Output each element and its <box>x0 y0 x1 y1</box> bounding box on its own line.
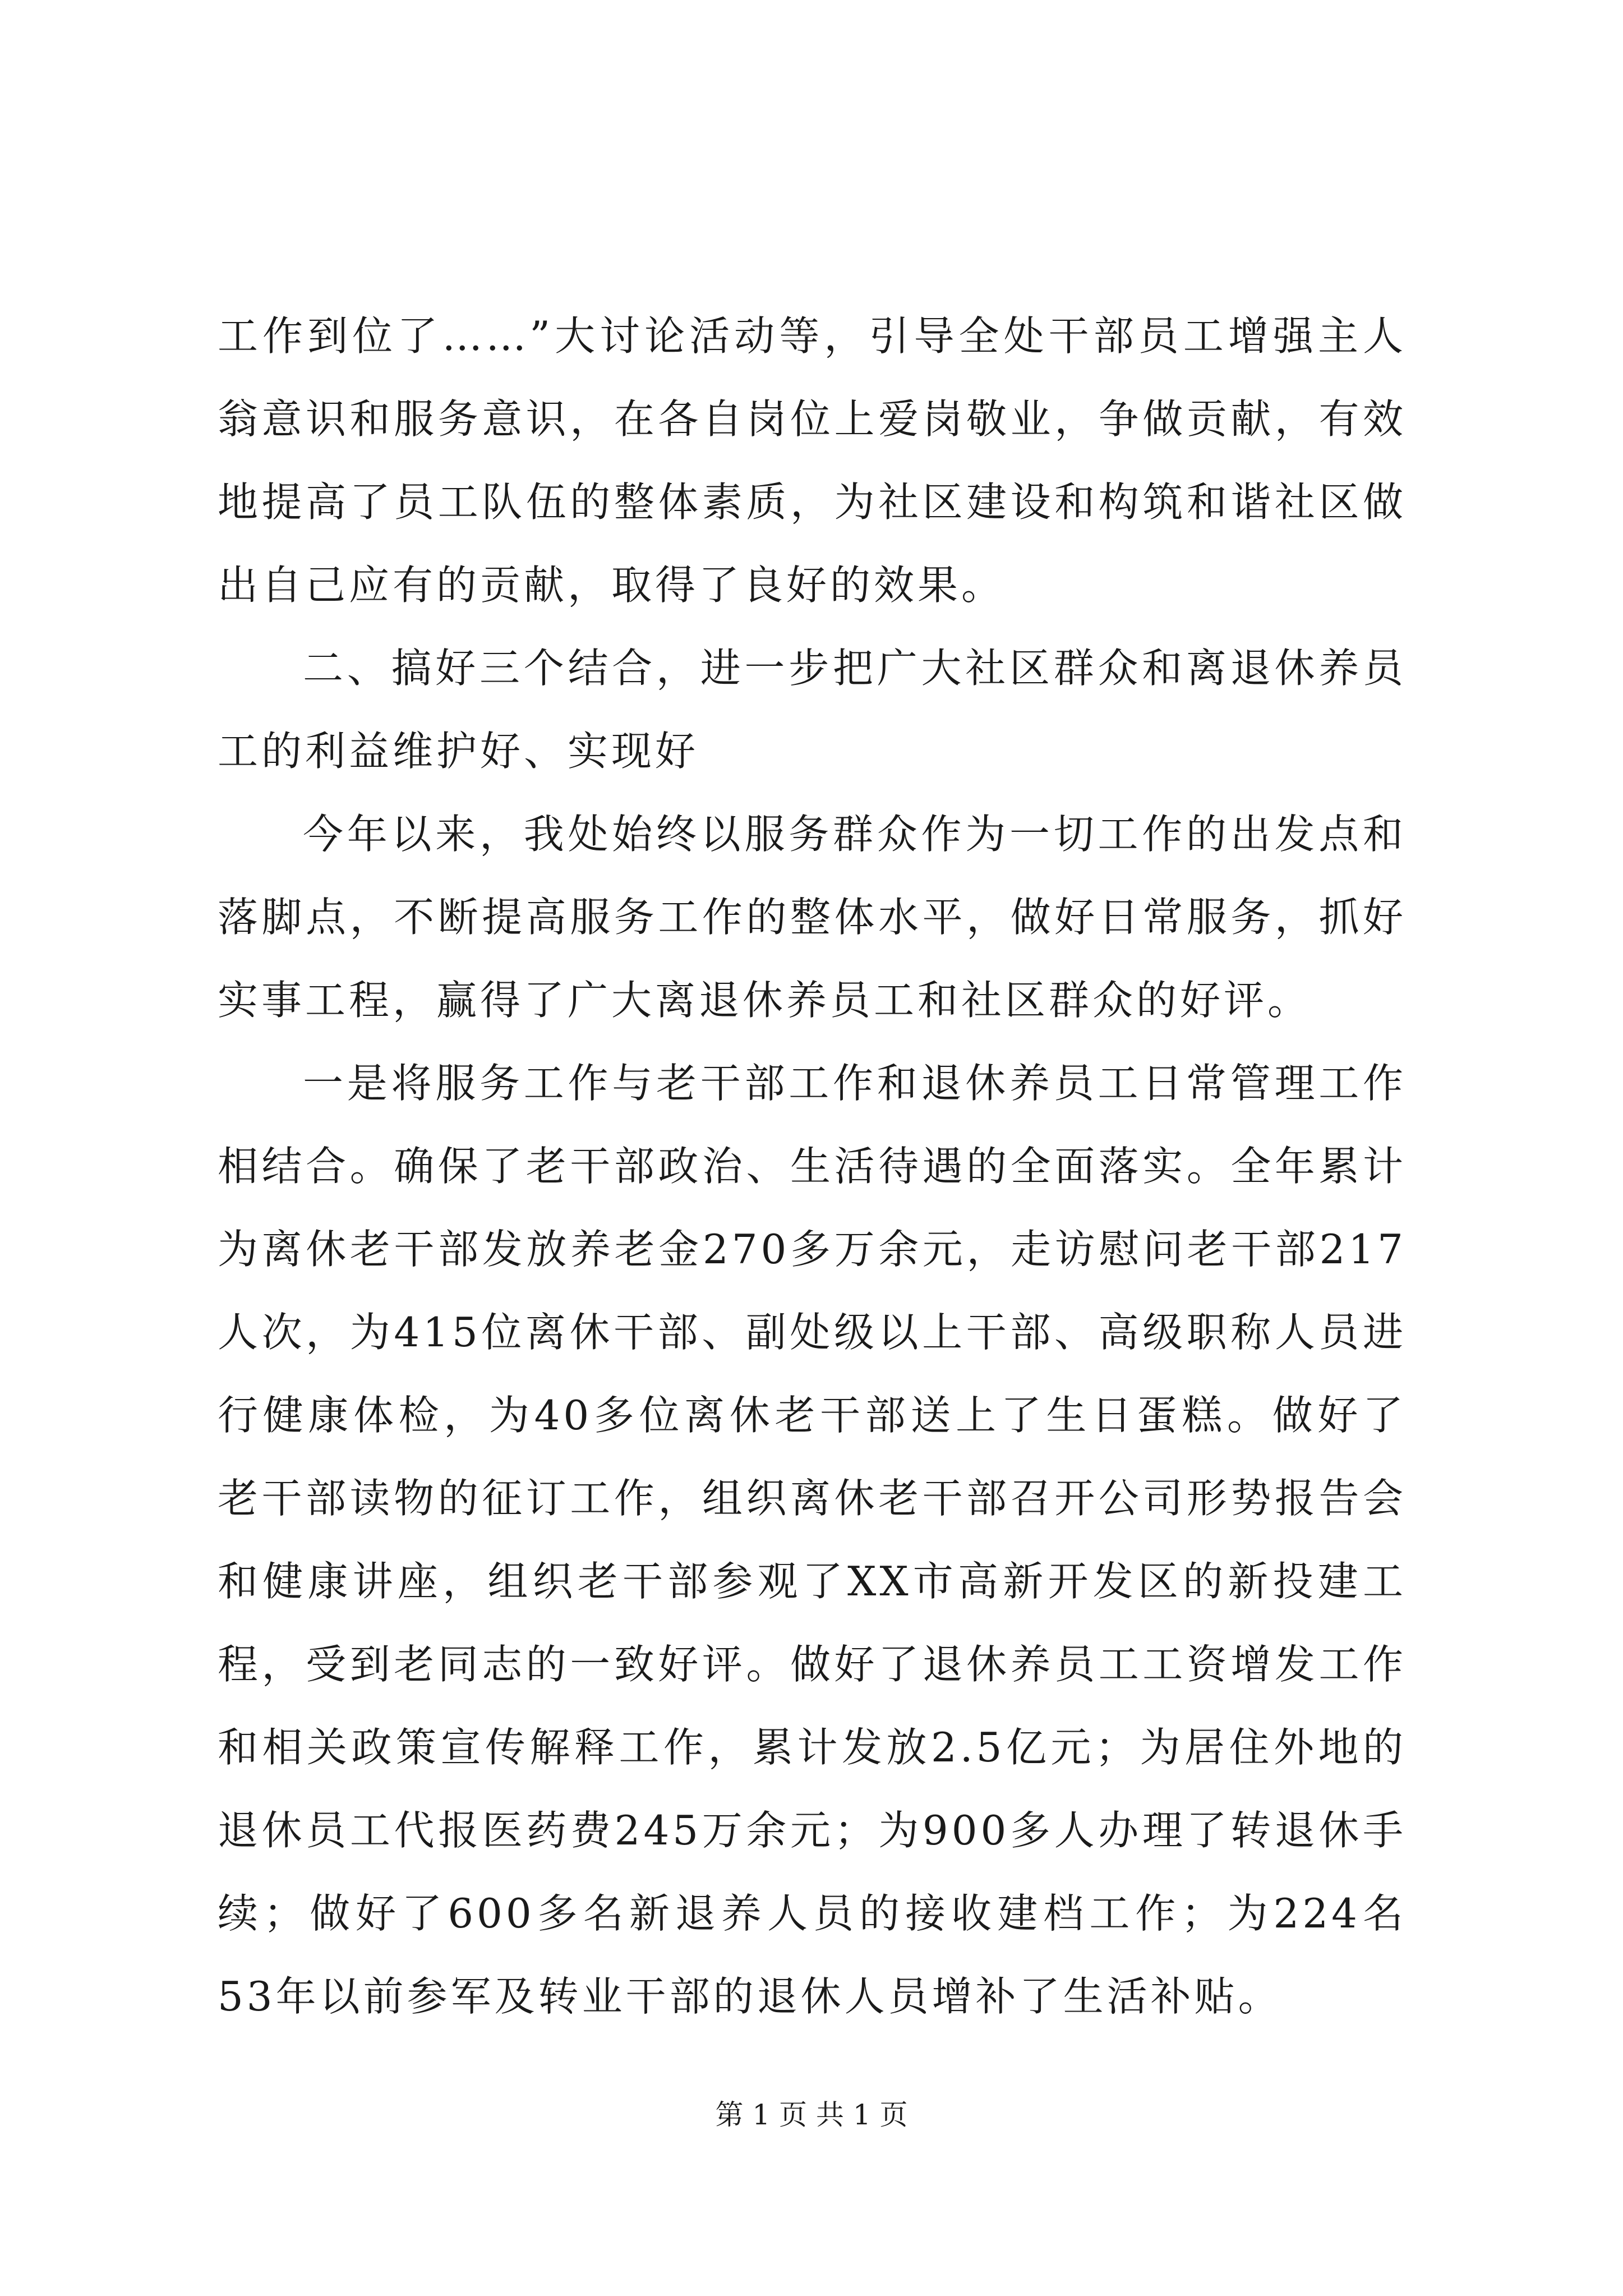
paragraph-3: 今年以来，我处始终以服务群众作为一切工作的出发点和落脚点，不断提高服务工作的整体水平，做好日常服务，抓好实事工程，赢得了广大离退休养员工和社区群众的好评。 <box>218 811 1407 1024</box>
page-footer: 第 1 页 共 1 页 <box>715 2099 908 2131</box>
paragraph-4: 一是将服务工作与老干部工作和退休养员工日常管理工作相结合。确保了老干部政治、生活待遇的全面落实。全年累计为离休老干部发放养老金270多万余元，走访慰问老干部217人次，为415位离休干部、副处级以上干部、高级职称人员进行健康体检，为40多位离休老干部送上了生日蛋糕。做好了老干部读物的征订工作，组织离休老干部召开公司形势报告会和健康讲座，组织老干部参观了XX市高新开发区的新投建工程，受到老同志的一致好评。做好了退休养员工工资增发工作和相关政策宣传解释工作，累计发放2.5亿元；为居住外地的退休员工代报医药费245万余元；为900多人办理了转退休手续；做好了600多名新退养人员的接收建档工作；为224名53年以前参军及转业干部的退休人员增补了生活补贴。 <box>218 1060 1407 2020</box>
paragraph-1: 工作到位了……”大讨论活动等，引导全处干部员工增强主人翁意识和服务意识，在各自岗位上爱岗敬业，争做贡献，有效地提高了员工队伍的整体素质，为社区建设和构筑和谐社区做出自己应有的贡献，取得了良好的效果。 <box>218 312 1407 609</box>
section-heading-2: 二、搞好三个结合，进一步把广大社区群众和离退休养员工的利益维护好、实现好 <box>218 645 1407 775</box>
document-body <box>218 295 1407 2038</box>
